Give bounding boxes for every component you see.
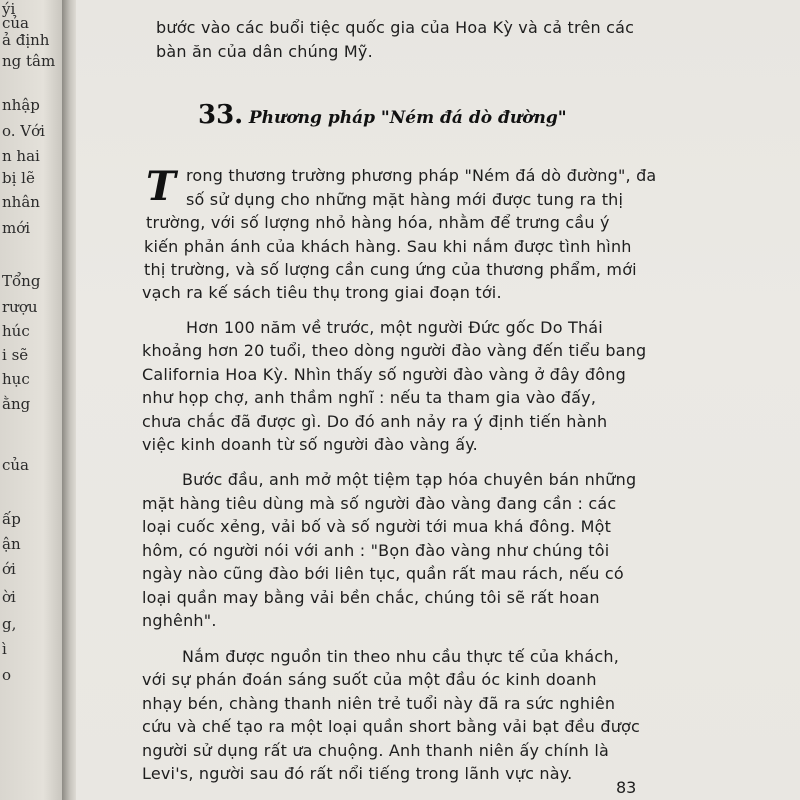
paragraph-line: Hơn 100 năm về trước, một người Đức gốc Do Thái [186, 318, 603, 337]
book-gutter [62, 0, 76, 800]
paragraph-line: loại quần may bằng vải bền chắc, chúng tôi sẽ rất hoan [142, 588, 600, 607]
left-page-fragment: nhân [2, 193, 40, 211]
paragraph-line: thị trường, và số lượng cần cung ứng của thương phẩm, mới [144, 260, 637, 279]
left-page-fragment: của [2, 456, 30, 474]
left-page-fragment: o [2, 666, 12, 684]
paragraph-line: cứu và chế tạo ra một loại quần short bằng vải bạt đều được [142, 717, 641, 736]
left-page-fragment: g, [2, 615, 17, 633]
paragraph-line: rong thương trường phương pháp "Ném đá dò đường", đa [186, 166, 657, 185]
left-page-fragment: i sẽ [2, 346, 29, 364]
paragraph-line: việc kinh doanh từ số người đào vàng ấy. [142, 435, 478, 454]
left-page-fragment: của [2, 14, 30, 32]
paragraph-line: với sự phán đoán sáng suốt của một đầu óc kinh doanh [142, 670, 597, 689]
left-page-fragment: ả định [2, 31, 50, 49]
left-page-fragment: ì [2, 640, 7, 658]
left-page-fragment: o. Với [2, 122, 45, 140]
paragraph-line: kiến phản ánh của khách hàng. Sau khi nắm được tình hình [144, 237, 632, 256]
left-page-fragment: rượu [2, 298, 38, 316]
left-page-fragment: húc [2, 322, 30, 340]
paragraph-line: mặt hàng tiêu dùng mà số người đào vàng đang cần : các [142, 494, 617, 513]
left-page-fragment: hục [2, 370, 30, 388]
paragraph-line: hôm, có người nói với anh : "Bọn đào vàng như chúng tôi [142, 541, 610, 560]
paragraph-line: số sử dụng cho những mặt hàng mới được tung ra thị [186, 190, 624, 209]
paragraph-line: người sử dụng rất ưa chuộng. Anh thanh niên ấy chính là [142, 741, 610, 760]
intro-line: bước vào các buổi tiệc quốc gia của Hoa Kỳ và cả trên các [156, 18, 635, 37]
paragraph-line: chưa chắc đã được gì. Do đó anh nảy ra ý định tiến hành [142, 412, 608, 431]
paragraph-line: Levi's, người sau đó rất nổi tiếng trong lãnh vực này. [142, 764, 573, 783]
paragraph-line: Nắm được nguồn tin theo nhu cầu thực tế của khách, [182, 647, 619, 666]
paragraph-line: Bước đầu, anh mở một tiệm tạp hóa chuyên bán những [182, 470, 637, 489]
left-page-fragment: ằng [2, 395, 31, 413]
chapter-number: 33. [198, 100, 244, 130]
drop-cap: T [146, 163, 176, 210]
book-page [76, 0, 800, 800]
paragraph-line: nghênh". [142, 611, 217, 630]
paragraph-line: loại cuốc xẻng, vải bố và số người tới mua khá đông. Một [142, 517, 612, 536]
paragraph-line: khoảng hơn 20 tuổi, theo dòng người đào vàng đến tiểu bang [142, 341, 647, 360]
left-page-fragment: ận [2, 535, 21, 553]
left-page-fragment: ới [2, 560, 16, 578]
intro-line: bàn ăn của dân chúng Mỹ. [156, 42, 373, 61]
left-page-fragment: n hai [2, 147, 40, 165]
page-number: 83 [616, 778, 637, 797]
paragraph-line: ngày nào cũng đào bới liên tục, quần rất mau rách, nếu có [142, 564, 624, 583]
left-page-edge [0, 0, 62, 800]
paragraph-line: vạch ra kế sách tiêu thụ trong giai đoạn tới. [142, 283, 502, 302]
chapter-heading [198, 100, 567, 130]
paragraph-line: trường, với số lượng nhỏ hàng hóa, nhằm để trưng cầu ý [146, 213, 610, 232]
paragraph-line: như họp chợ, anh thầm nghĩ : nếu ta tham gia vào đấy, [142, 388, 597, 407]
left-page-fragment: mới [2, 219, 31, 237]
left-page-fragment: bị lẽ [2, 169, 35, 187]
left-page-fragment: Tổng [2, 272, 41, 290]
left-page-fragment: ấp [2, 510, 21, 528]
paragraph-line: California Hoa Kỳ. Nhìn thấy số người đào vàng ở đây đông [142, 365, 626, 384]
left-page-fragment: ýi [2, 0, 16, 18]
paragraph-line: nhạy bén, chàng thanh niên trẻ tuổi này đã ra sức nghiên [142, 694, 616, 713]
left-page-fragment: ời [2, 588, 16, 606]
left-page-fragment: nhập [2, 96, 40, 114]
chapter-title: Phương pháp "Ném đá dò đường" [248, 108, 567, 128]
left-page-fragment: ng tâm [2, 52, 56, 70]
